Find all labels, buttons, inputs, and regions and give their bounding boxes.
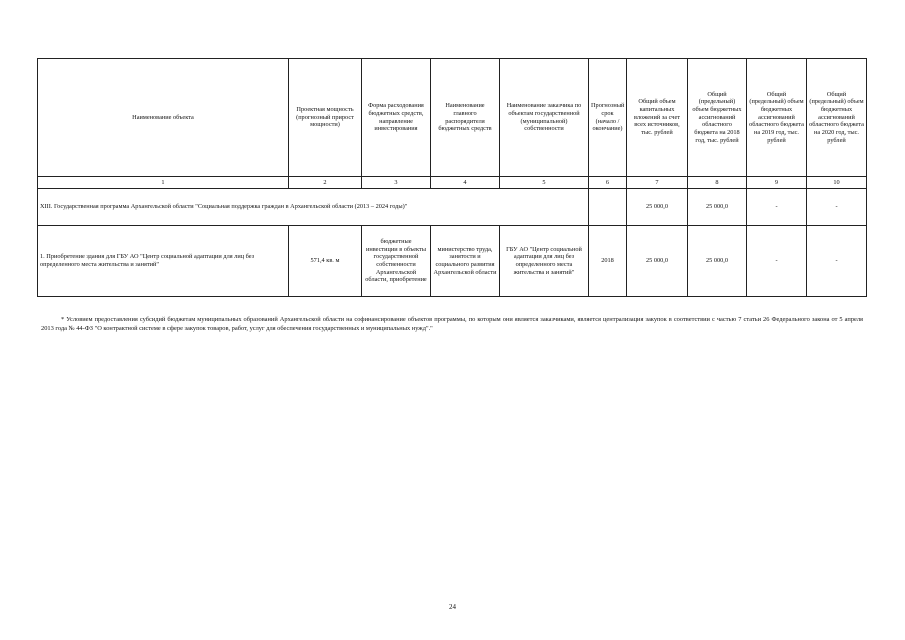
section-term-cell	[589, 189, 627, 226]
header-budget-2019: Общий (предельный) объем бюджетных ассигнований областного бюджета на 2019 год, тыс. рублей	[747, 59, 807, 177]
header-object-name: Наименование объекта	[38, 59, 289, 177]
column-number: 3	[362, 177, 431, 189]
object-spending-form: бюджетные инвестиции в объекты государственной собственности Архангельской области, приобретение	[362, 226, 431, 297]
table-row	[38, 226, 867, 297]
column-number: 2	[289, 177, 362, 189]
section-total: 25 000,0	[627, 189, 688, 226]
object-distributor: министерство труда, занятости и социального развития Архангельской области	[431, 226, 500, 297]
capital-investment-table	[37, 58, 867, 297]
program-section-row	[38, 189, 867, 226]
column-number: 7	[627, 177, 688, 189]
object-term: 2018	[589, 226, 627, 297]
object-name: 1. Приобретение здания для ГБУ АО "Центр социальной адаптации для лиц без определенного места жительства и занятий"	[38, 226, 289, 297]
page-number: 24	[449, 603, 456, 611]
column-number: 1	[38, 177, 289, 189]
object-capacity: 571,4 кв. м	[289, 226, 362, 297]
header-customer: Наименование заказчика по объектам государственной (муниципальной) собственности	[500, 59, 589, 177]
column-number: 6	[589, 177, 627, 189]
program-section-title: XIII. Государственная программа Архангельской области "Социальная поддержка граждан в Архангельской области (2013 – 2024 годы)"	[38, 189, 589, 226]
header-total-investment: Общий объем капитальных вложений за счет всех источников, тыс. рублей	[627, 59, 688, 177]
object-budget-2019: -	[747, 226, 807, 297]
section-budget-2018: 25 000,0	[688, 189, 747, 226]
object-total: 25 000,0	[627, 226, 688, 297]
header-term: Прогнозный срок (начало / окончание)	[589, 59, 627, 177]
column-number: 8	[688, 177, 747, 189]
column-number: 9	[747, 177, 807, 189]
header-spending-form: Форма расходования бюджетных средств, направление инвестирования	[362, 59, 431, 177]
header-row	[38, 59, 867, 177]
column-number: 5	[500, 177, 589, 189]
header-main-distributor: Наименование главного распорядителя бюджетных средств	[431, 59, 500, 177]
column-number: 4	[431, 177, 500, 189]
object-customer: ГБУ АО "Центр социальной адаптации для лиц без определенного места жительства и занятий"	[500, 226, 589, 297]
header-budget-2018: Общий (предельный) объем бюджетных ассигнований областного бюджета на 2018 год, тыс. рублей	[688, 59, 747, 177]
header-capacity: Проектная мощность (прогнозный прирост мощности)	[289, 59, 362, 177]
object-budget-2018: 25 000,0	[688, 226, 747, 297]
header-budget-2020: Общий (предельный) объем бюджетных ассигнований областного бюджета на 2020 год, тыс. рублей	[807, 59, 867, 177]
footnote: * Условием предоставления субсидий бюджетам муниципальных образований Архангельской области на софинансирование объектов программы, по которым они является заказчиками, является централизация закупок в соответствии с частью 7 статьи 26 Федерального закона от 5 апреля 2013 года № 44-ФЗ "О контрактной системе в сфере закупок товаров, работ, услуг для обеспечения государственных и муниципальных нужд"."	[41, 316, 863, 332]
column-number: 10	[807, 177, 867, 189]
section-budget-2020: -	[807, 189, 867, 226]
section-budget-2019: -	[747, 189, 807, 226]
object-budget-2020: -	[807, 226, 867, 297]
column-number-row	[38, 177, 867, 189]
